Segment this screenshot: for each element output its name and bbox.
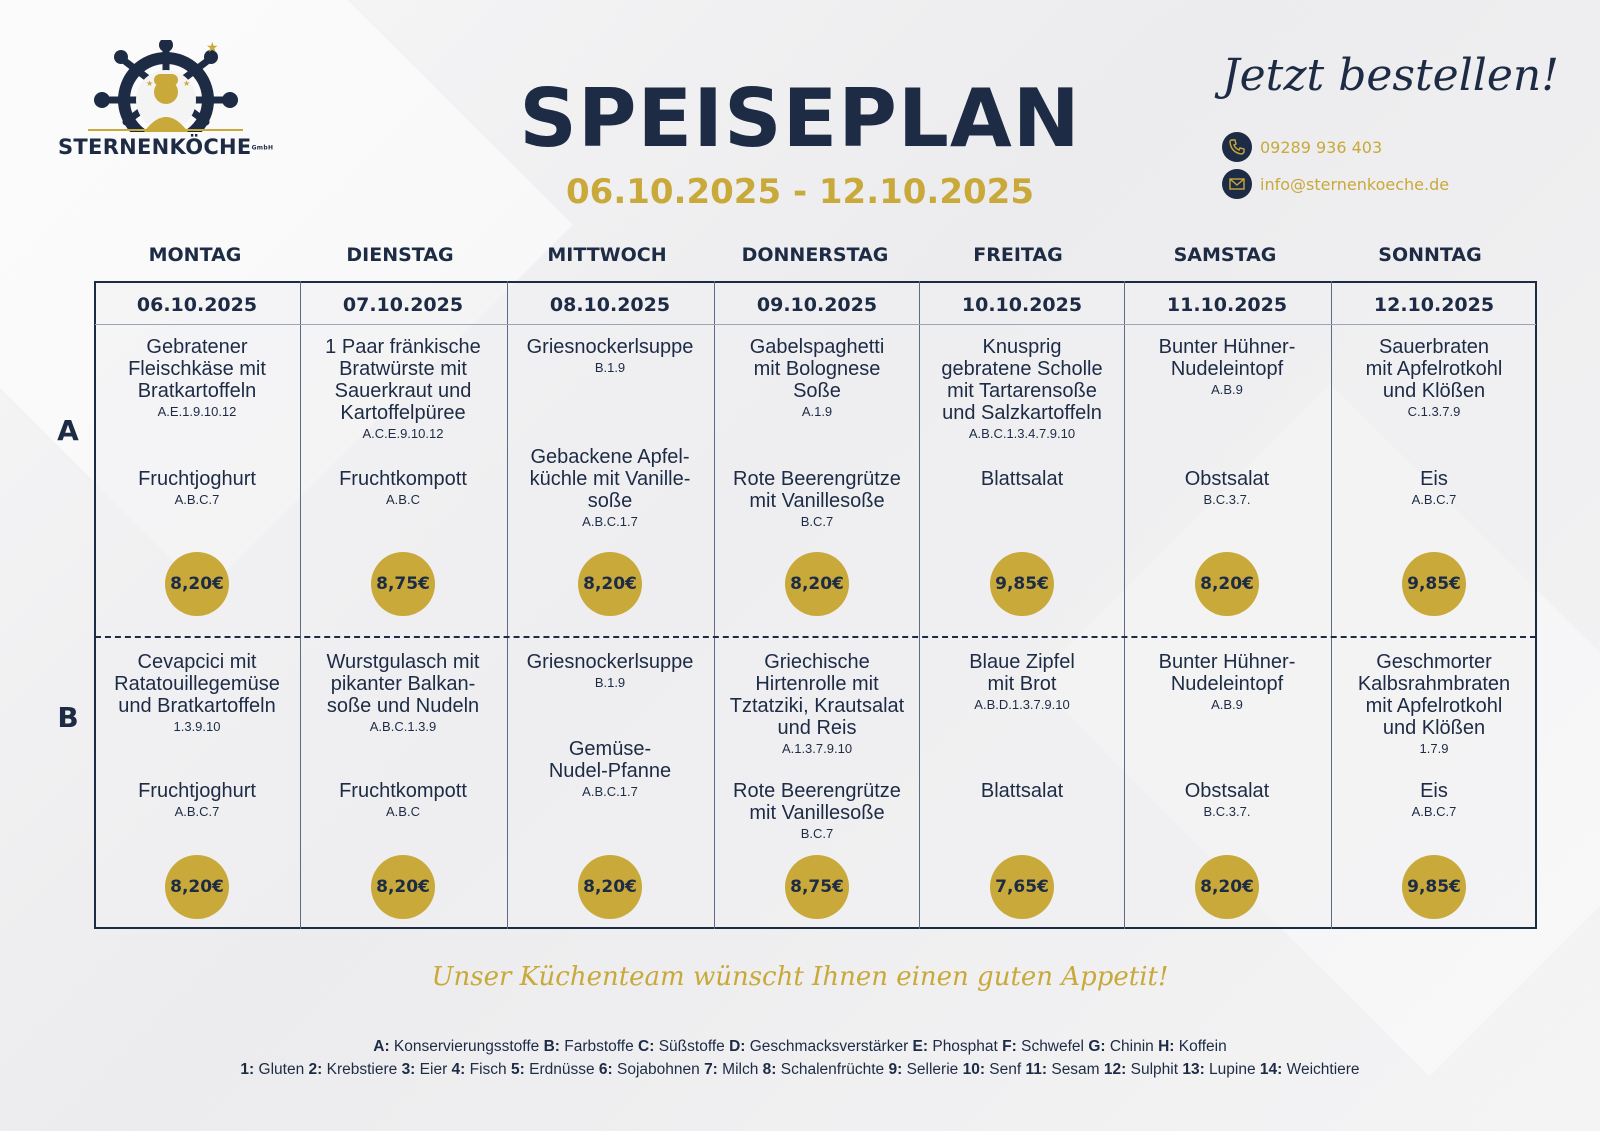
dish-text: Bratkartoffeln <box>137 380 257 402</box>
price-badge: 8,20€ <box>371 855 435 919</box>
allergen-code: A.B.9 <box>1211 697 1243 712</box>
allergen-code: A.B.C.7 <box>1411 804 1457 819</box>
dessert-dish <box>300 780 506 821</box>
date-row-divider <box>95 324 1536 325</box>
day-name: MONTAG <box>148 244 242 266</box>
dessert-dish <box>300 468 506 509</box>
price-badge: 8,20€ <box>578 855 642 919</box>
price-badge: 8,20€ <box>165 552 229 616</box>
dish-text: Sauerkraut und <box>334 380 472 402</box>
dish-text: Obstsalat <box>1184 780 1270 802</box>
dish-text: Bunter Hühner- <box>1158 336 1296 358</box>
order-heading: Jetzt bestellen! <box>1222 50 1559 101</box>
dessert-dish <box>1124 468 1330 509</box>
main-dish <box>507 336 713 377</box>
svg-text:★: ★ <box>206 40 219 56</box>
dish-text: mit Bolognese <box>753 358 881 380</box>
dish-text: und Bratkartoffeln <box>118 695 276 717</box>
allergen-code: A.B.C <box>386 492 420 507</box>
mail-icon <box>1222 169 1252 199</box>
legend-value: Sellerie <box>902 1061 963 1078</box>
allergen-code: A.B.C.1.7 <box>582 514 638 529</box>
dish-text: Kartoffelpüree <box>340 402 466 424</box>
legend-key: 8: <box>762 1061 777 1078</box>
dish-text: mit Brot <box>987 673 1057 695</box>
legend-value: Geschmacksverstärker <box>745 1038 913 1055</box>
email-address[interactable]: info@sternenkoeche.de <box>1260 174 1450 194</box>
dish-text: Obstsalat <box>1184 468 1270 490</box>
day-date: 10.10.2025 <box>961 294 1083 316</box>
allergen-code: B.C.3.7. <box>1203 492 1251 507</box>
price-badge: 8,20€ <box>1195 552 1259 616</box>
brand-name: STERNENKÖCHE <box>58 135 252 159</box>
dessert-dish <box>1124 780 1330 821</box>
dish-text: mit Apfelrotkohl <box>1365 358 1503 380</box>
closing-wish: Unser Küchenteam wünscht Ihnen einen guten Appetit! <box>431 962 1169 992</box>
legend-key: 7: <box>704 1061 718 1078</box>
dish-text: Nudeleintopf <box>1170 358 1284 380</box>
dessert-dish <box>94 780 300 821</box>
legend-key: 13: <box>1182 1061 1205 1078</box>
legend-value: Gluten <box>254 1061 309 1078</box>
legend-key: 3: <box>401 1061 416 1078</box>
legend-value: Farbstoffe <box>559 1038 639 1055</box>
dessert-dish <box>714 468 920 531</box>
legend-value: Senf <box>984 1061 1026 1078</box>
day-name: DONNERSTAG <box>741 244 889 266</box>
main-dish <box>1331 336 1537 421</box>
allergen-code: A.B.C <box>386 804 420 819</box>
legend-value: Phosphat <box>928 1038 1003 1055</box>
legend-key: 10: <box>962 1061 985 1078</box>
price-badge: 9,85€ <box>1402 552 1466 616</box>
dish-text: Griechische <box>764 651 870 673</box>
dish-text: Blattsalat <box>980 468 1064 490</box>
dessert-dish <box>714 780 920 843</box>
legend-key: F: <box>1002 1038 1017 1055</box>
legend-value: Süßstoffe <box>654 1038 730 1055</box>
dessert-dish <box>919 780 1125 802</box>
legend-value: Chinin <box>1105 1038 1159 1055</box>
dish-text: und Salzkartoffeln <box>942 402 1102 424</box>
allergen-code: B.C.7 <box>800 826 834 841</box>
day-name: SONNTAG <box>1378 244 1482 266</box>
dish-text: Gabelspaghetti <box>749 336 885 358</box>
dish-text: mit Apfelrotkohl <box>1365 695 1503 717</box>
allergen-code: A.B.D.1.3.7.9.10 <box>974 697 1070 712</box>
legend-value: Sesam <box>1047 1061 1104 1078</box>
dessert-dish <box>507 446 713 531</box>
day-date: 12.10.2025 <box>1373 294 1495 316</box>
column-divider <box>507 281 508 929</box>
allergen-code: B.C.3.7. <box>1203 804 1251 819</box>
email-contact[interactable] <box>1222 169 1449 199</box>
brand-suffix: GmbH <box>251 144 274 152</box>
main-dish <box>919 336 1125 443</box>
dish-text: Blattsalat <box>980 780 1064 802</box>
phone-contact[interactable] <box>1222 132 1382 162</box>
legend-key: 5: <box>511 1061 525 1078</box>
dish-text: Ratatouillegemüse <box>114 673 280 695</box>
dish-text: Fruchtkompott <box>339 780 467 802</box>
dish-text: gebratene Scholle <box>941 358 1103 380</box>
dish-text: Cevapcici mit <box>137 651 257 673</box>
phone-icon <box>1222 132 1252 162</box>
main-dish <box>1124 336 1330 399</box>
allergen-code: A.B.C.1.7 <box>582 784 638 799</box>
legend-value: Schwefel <box>1016 1038 1089 1055</box>
dessert-dish <box>919 468 1125 490</box>
main-dish <box>1124 651 1330 714</box>
allergen-code: A.C.E.9.10.12 <box>362 426 444 441</box>
legend-value: Fisch <box>465 1061 511 1078</box>
legend-key: H: <box>1158 1038 1175 1055</box>
allergen-code: A.1.3.7.9.10 <box>781 741 853 756</box>
dish-text: mit Vanillesoße <box>749 490 885 512</box>
price-badge: 7,65€ <box>990 855 1054 919</box>
legend-value: Lupine <box>1204 1061 1260 1078</box>
price-badge: 8,20€ <box>578 552 642 616</box>
allergen-code: B.1.9 <box>594 360 626 375</box>
price-badge: 9,85€ <box>1402 855 1466 919</box>
day-date: 08.10.2025 <box>549 294 671 316</box>
legend-additives <box>0 1038 1600 1056</box>
main-dish <box>300 651 506 736</box>
day-name: SAMSTAG <box>1173 244 1277 266</box>
legend-key: 4: <box>451 1061 466 1078</box>
legend-value: Sulphit <box>1126 1061 1183 1078</box>
dish-text: Knusprig <box>982 336 1062 358</box>
day-date: 06.10.2025 <box>136 294 258 316</box>
legend-value: Koffein <box>1174 1038 1227 1055</box>
legend-value: Konservierungsstoffe <box>389 1038 544 1055</box>
legend-key: 2: <box>308 1061 323 1078</box>
price-badge: 9,85€ <box>990 552 1054 616</box>
dish-text: 1 Paar fränkische <box>325 336 481 358</box>
legend-value: Sojabohnen <box>612 1061 705 1078</box>
dessert-dish <box>507 738 713 801</box>
dessert-dish <box>1331 780 1537 821</box>
dish-text: soße <box>587 490 633 512</box>
main-dish <box>94 651 300 736</box>
allergen-code: A.E.1.9.10.12 <box>157 404 237 419</box>
allergen-code: A.1.9 <box>801 404 833 419</box>
dish-text: Fruchtkompott <box>339 468 467 490</box>
legend-value: Erdnüsse <box>524 1061 599 1078</box>
menu-row-divider <box>95 636 1536 638</box>
date-range: 06.10.2025 - 12.10.2025 <box>566 172 1034 212</box>
allergen-code: B.C.7 <box>800 514 834 529</box>
allergen-code: B.1.9 <box>594 675 626 690</box>
dish-text: Fleischkäse mit <box>128 358 266 380</box>
main-dish <box>1331 651 1537 758</box>
allergen-code: 1.7.9 <box>1419 741 1449 756</box>
price-badge: 8,20€ <box>165 855 229 919</box>
dish-text: mit Vanillesoße <box>749 802 885 824</box>
svg-text:★: ★ <box>146 79 154 88</box>
legend-key: 9: <box>888 1061 903 1078</box>
allergen-code: A.B.C.7 <box>174 804 220 819</box>
legend-key: G: <box>1088 1038 1106 1055</box>
dish-text: Gemüse- <box>568 738 652 760</box>
day-date: 11.10.2025 <box>1166 294 1288 316</box>
dish-text: Kalbsrahmbraten <box>1357 673 1511 695</box>
dish-text: Bratwürste mit <box>339 358 467 380</box>
allergen-code: C.1.3.7.9 <box>1407 404 1461 419</box>
page-title: SPEISEPLAN <box>519 72 1081 165</box>
price-badge: 8,75€ <box>371 552 435 616</box>
dish-text: Fruchtjoghurt <box>138 780 256 802</box>
dish-text: Nudel-Pfanne <box>548 760 672 782</box>
dish-text: Bunter Hühner- <box>1158 651 1296 673</box>
legend-value: Milch <box>717 1061 763 1078</box>
day-name: FREITAG <box>973 244 1063 266</box>
legend-key: 12: <box>1103 1061 1127 1078</box>
main-dish <box>300 336 506 443</box>
menu-row-label-b: B <box>57 701 79 734</box>
legend-key: B: <box>543 1038 560 1055</box>
dish-text: Griesnockerlsuppe <box>526 651 694 673</box>
dish-text: Soße <box>793 380 841 402</box>
allergen-code: A.B.C.7 <box>1411 492 1457 507</box>
legend-key: D: <box>729 1038 746 1055</box>
legend-value: Weichtiere <box>1282 1061 1360 1078</box>
main-dish <box>94 336 300 421</box>
day-name: DIENSTAG <box>346 244 454 266</box>
dish-text: pikanter Balkan- <box>330 673 476 695</box>
main-dish <box>714 336 920 421</box>
price-badge: 8,75€ <box>785 855 849 919</box>
dish-text: Eis <box>1420 468 1448 490</box>
dish-text: Nudeleintopf <box>1170 673 1284 695</box>
legend-key: E: <box>912 1038 929 1055</box>
dish-text: Eis <box>1420 780 1448 802</box>
legend-key: C: <box>638 1038 655 1055</box>
dish-text: und Klößen <box>1382 380 1486 402</box>
dish-text: soße und Nudeln <box>326 695 480 717</box>
svg-text:★: ★ <box>183 79 191 88</box>
phone-number[interactable]: 09289 936 403 <box>1260 137 1383 157</box>
dish-text: Gebackene Apfel- <box>530 446 690 468</box>
dish-text: mit Tartarensoße <box>947 380 1097 402</box>
dish-text: küchle mit Vanille- <box>529 468 691 490</box>
day-date: 09.10.2025 <box>756 294 878 316</box>
allergen-code: A.B.C.1.3.4.7.9.10 <box>968 426 1076 441</box>
legend-key: 6: <box>598 1061 613 1078</box>
legend-key: 11: <box>1025 1061 1048 1078</box>
allergen-code: A.B.9 <box>1211 382 1243 397</box>
dish-text: Hirtenrolle mit <box>755 673 879 695</box>
day-date: 07.10.2025 <box>342 294 464 316</box>
legend-value: Krebstiere <box>322 1061 402 1078</box>
dish-text: und Klößen <box>1382 717 1486 739</box>
dish-text: Fruchtjoghurt <box>138 468 256 490</box>
legend-key: 1: <box>240 1061 255 1078</box>
price-badge: 8,20€ <box>1195 855 1259 919</box>
dish-text: und Reis <box>777 717 857 739</box>
dish-text: Griesnockerlsuppe <box>526 336 694 358</box>
dish-text: Sauerbraten <box>1378 336 1490 358</box>
main-dish <box>714 651 920 758</box>
dish-text: Tztatziki, Krautsalat <box>729 695 905 717</box>
dessert-dish <box>1331 468 1537 509</box>
menu-row-label-a: A <box>57 414 79 447</box>
legend-key: A: <box>373 1038 390 1055</box>
dish-text: Geschmorter <box>1376 651 1492 673</box>
price-badge: 8,20€ <box>785 552 849 616</box>
legend-key: 14: <box>1259 1061 1283 1078</box>
day-name: MITTWOCH <box>547 244 667 266</box>
main-dish <box>919 651 1125 714</box>
legend-value: Eier <box>415 1061 452 1078</box>
dish-text: Gebratener <box>146 336 248 358</box>
dish-text: Rote Beerengrütze <box>733 780 901 802</box>
legend-value: Schalenfrüchte <box>776 1061 889 1078</box>
dish-text: Blaue Zipfel <box>969 651 1075 673</box>
allergen-code: 1.3.9.10 <box>173 719 221 734</box>
dish-text: Wurstgulasch mit <box>326 651 480 673</box>
main-dish <box>507 651 713 692</box>
dish-text: Rote Beerengrütze <box>733 468 901 490</box>
allergen-code: A.B.C.7 <box>174 492 220 507</box>
legend-allergens <box>0 1061 1600 1079</box>
dessert-dish <box>94 468 300 509</box>
allergen-code: A.B.C.1.3.9 <box>369 719 437 734</box>
